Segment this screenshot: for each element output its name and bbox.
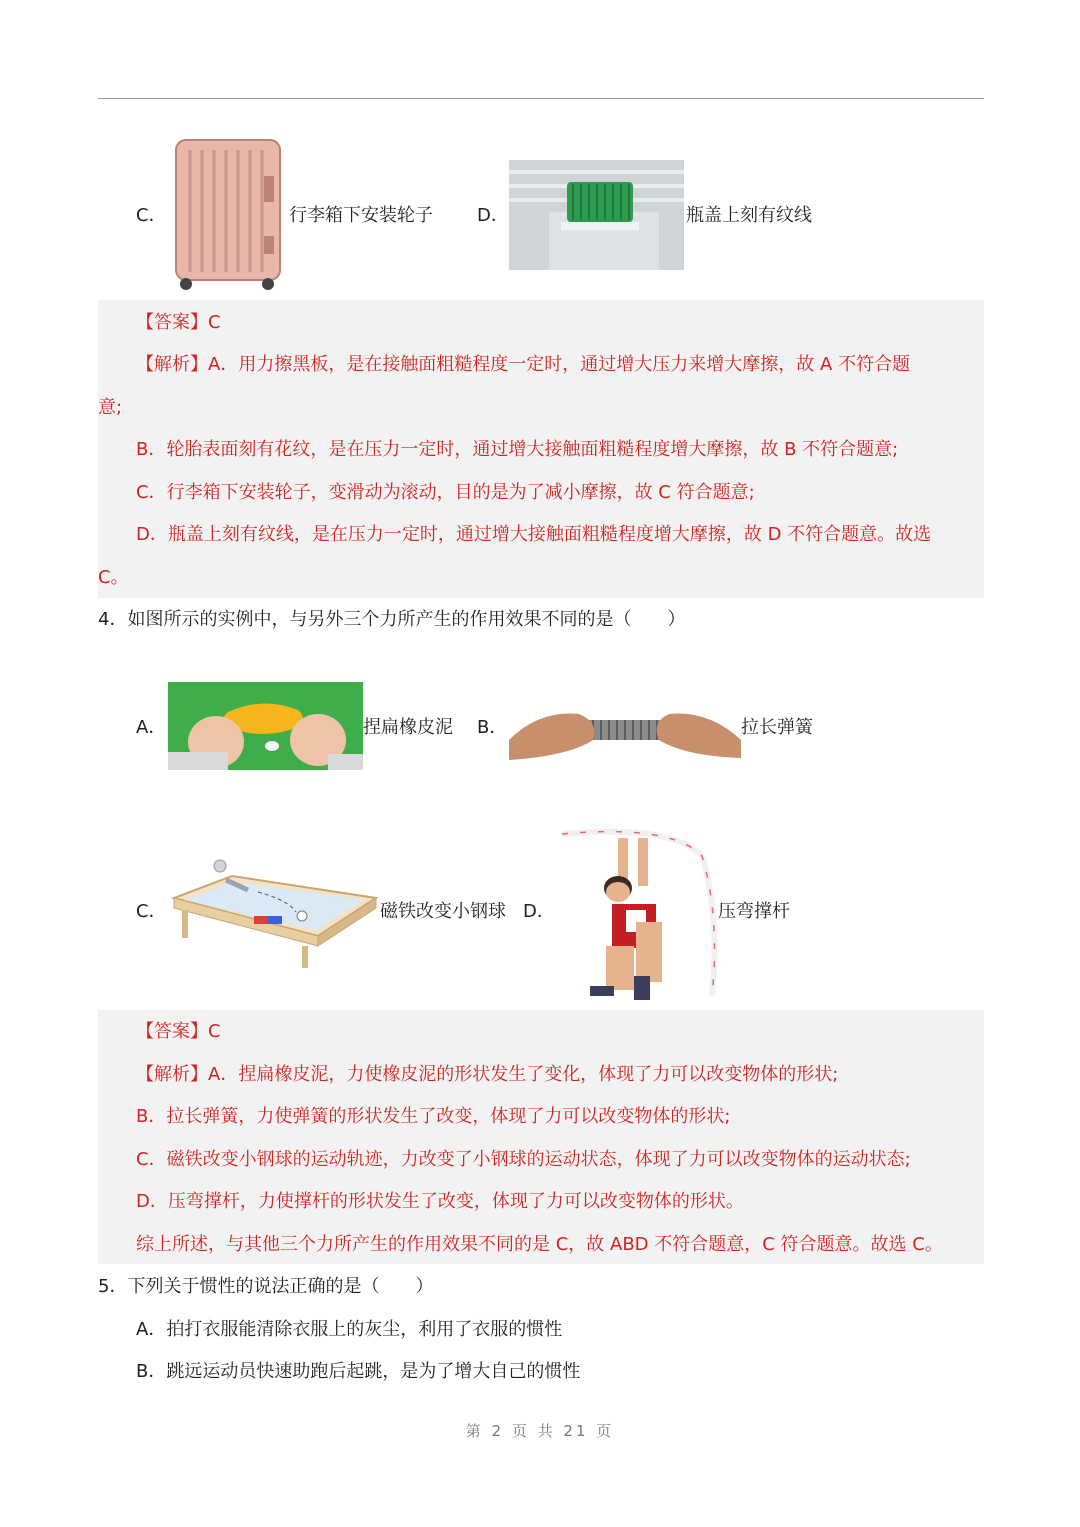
analysis-line-d2: C。 xyxy=(98,567,129,588)
q4-option-b-letter: B． xyxy=(477,717,508,738)
q4-option-c-letter: C． xyxy=(136,901,167,922)
q4-option-d-caption: 压弯撑杆 xyxy=(718,901,790,922)
answer-panel-2 xyxy=(98,1010,984,1264)
spring-image xyxy=(509,700,741,762)
page-footer: 第 2 页 共 21 页 xyxy=(465,1422,615,1440)
analysis-line-a1: 【解析】A．用力擦黑板，是在接触面粗糙程度一定时，通过增大压力来增大摩擦，故 A 不符合题 xyxy=(136,354,911,375)
option-c-caption: 行李箱下安装轮子 xyxy=(289,205,433,226)
header-rule xyxy=(98,98,984,99)
answer-label-1: 【答案】C xyxy=(136,312,221,333)
analysis-line-b: B．轮胎表面刻有花纹，是在压力一定时，通过增大接触面粗糙程度增大摩擦，故 B 不符合题意; xyxy=(136,439,899,460)
analysis-line-c: C．行李箱下安装轮子，变滑动为滚动，目的是为了减小摩擦，故 C 符合题意; xyxy=(136,482,755,503)
option-d-letter: D． xyxy=(477,205,509,226)
q5-option-b: B．跳远运动员快速助跑后起跳，是为了增大自己的惯性 xyxy=(136,1361,581,1382)
pole-vault-image xyxy=(562,826,720,1000)
suitcase-image xyxy=(168,136,286,292)
analysis2-line-a: 【解析】A．捏扁橡皮泥，力使橡皮泥的形状发生了变化，体现了力可以改变物体的形状; xyxy=(136,1064,839,1085)
question-4-stem: 4．如图所示的实例中，与另外三个力所产生的作用效果不同的是（ ） xyxy=(98,609,686,630)
q4-option-a-caption: 捏扁橡皮泥 xyxy=(363,717,453,738)
q4-option-a-letter: A． xyxy=(136,717,167,738)
analysis2-line-b: B．拉长弹簧，力使弹簧的形状发生了改变，体现了力可以改变物体的形状; xyxy=(136,1106,731,1127)
option-c-letter: C． xyxy=(136,205,167,226)
question-5-stem: 5．下列关于惯性的说法正确的是（ ） xyxy=(98,1276,434,1297)
analysis-line-d1: D．瓶盖上刻有纹线，是在压力一定时，通过增大接触面粗糙程度增大摩擦，故 D 不符合题意。故选 xyxy=(136,524,932,545)
q5-option-a: A．拍打衣服能清除衣服上的灰尘，利用了衣服的惯性 xyxy=(136,1319,563,1340)
q4-option-b-caption: 拉长弹簧 xyxy=(741,717,813,738)
q4-option-c-caption: 磁铁改变小钢球 xyxy=(380,901,506,922)
bottle-cap-image xyxy=(509,160,684,270)
analysis-line-a2: 意; xyxy=(98,397,123,418)
analysis2-summary: 综上所述，与其他三个力所产生的作用效果不同的是 C，故 ABD 不符合题意，C 符合题意。故选 C。 xyxy=(136,1234,943,1255)
answer-label-2: 【答案】C xyxy=(136,1021,221,1042)
magnet-ball-image xyxy=(168,856,378,970)
analysis2-line-d: D．压弯撑杆，力使撑杆的形状发生了改变，体现了力可以改变物体的形状。 xyxy=(136,1191,744,1212)
analysis2-line-c: C．磁铁改变小钢球的运动轨迹，力改变了小钢球的运动状态，体现了力可以改变物体的运动状态; xyxy=(136,1149,911,1170)
clay-image xyxy=(168,682,363,770)
q4-option-d-letter: D． xyxy=(523,901,555,922)
option-d-caption: 瓶盖上刻有纹线 xyxy=(686,205,812,226)
